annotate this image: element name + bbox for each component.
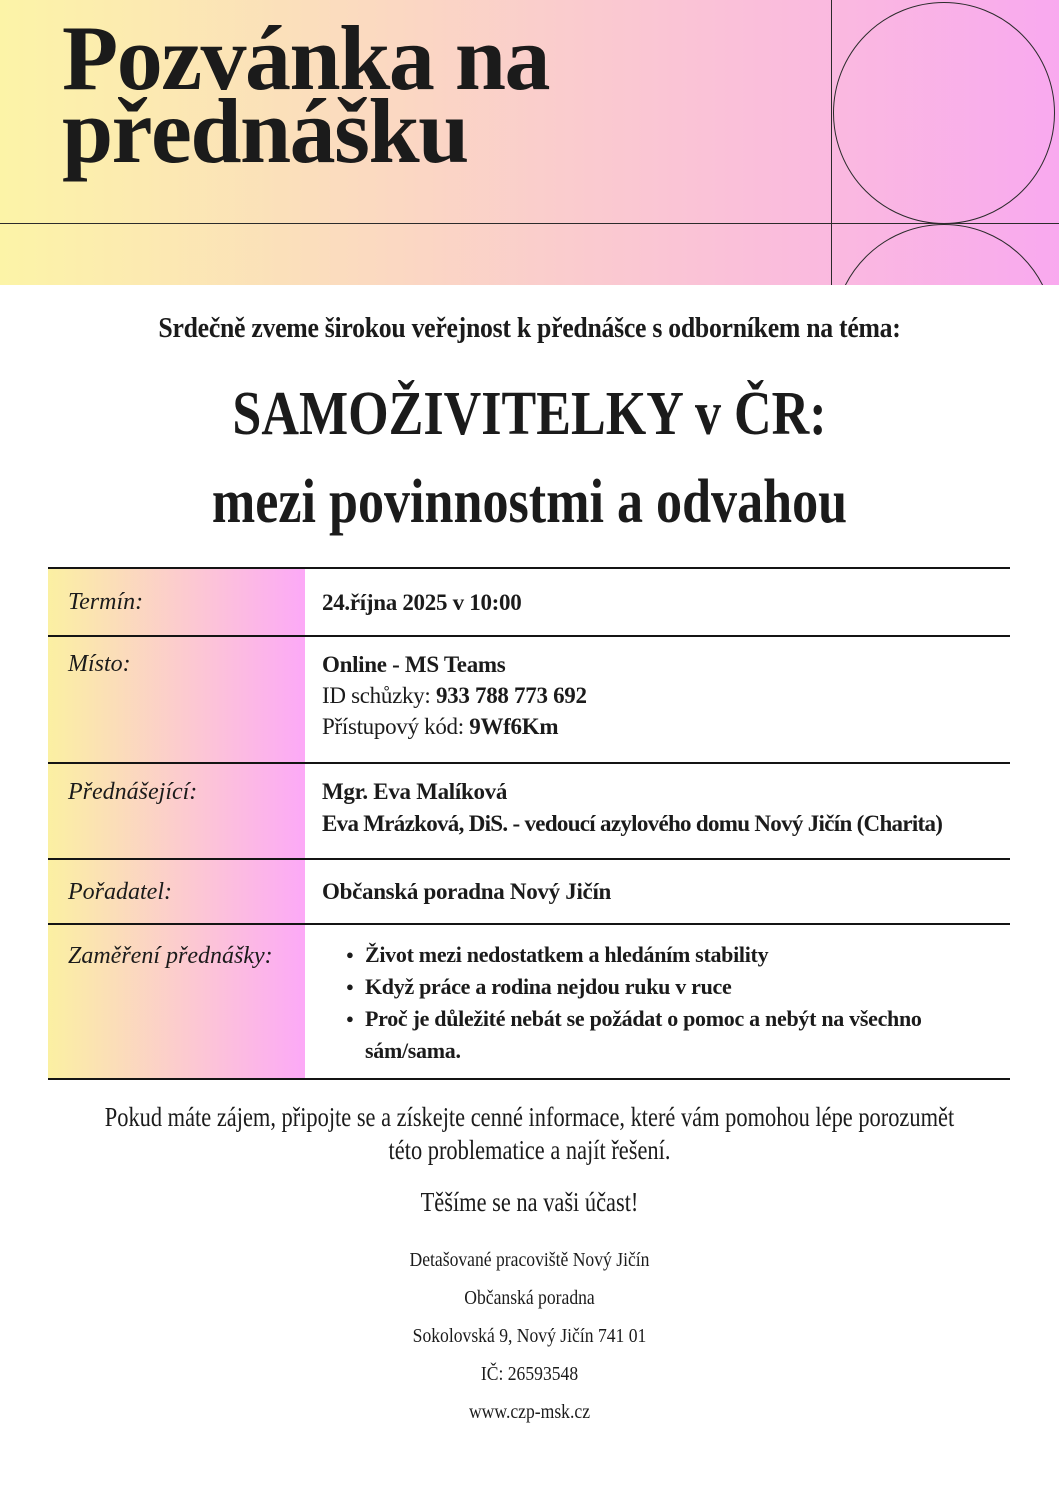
footer-workplace: Detašované pracoviště Nový Jičín bbox=[409, 1249, 650, 1271]
row-label-cell bbox=[48, 569, 305, 635]
closing-paragraph bbox=[90, 1101, 969, 1167]
row-label: Zaměření přednášky: bbox=[68, 943, 273, 969]
footer-company-id: IČ: 26593548 bbox=[480, 1363, 579, 1385]
table-row-place bbox=[48, 635, 1010, 762]
row-label: Místo: bbox=[68, 651, 131, 677]
decor-circle-bottom bbox=[833, 224, 1055, 285]
lecture-title-line2: mezi povinnostmi a odvahou bbox=[211, 468, 848, 536]
table-row-topics bbox=[48, 923, 1010, 1078]
speaker-1: Mgr. Eva Malíková bbox=[322, 779, 508, 804]
row-label-cell bbox=[48, 925, 305, 1078]
decor-circle-top bbox=[833, 2, 1055, 224]
invitation-lead: Srdečně zveme širokou veřejnost k přednášce s odborníkem na téma: bbox=[158, 313, 901, 344]
date-value: 24.října 2025 v 10:00 bbox=[322, 589, 522, 615]
poster-title-line2: přednášku bbox=[62, 80, 468, 182]
poster-title bbox=[62, 7, 550, 182]
decor-vertical-line bbox=[831, 0, 832, 285]
row-value-cell bbox=[305, 860, 1010, 923]
meeting-id-value: 933 788 773 692 bbox=[435, 683, 587, 708]
place-line: Online - MS Teams bbox=[322, 652, 506, 677]
footer-address: Sokolovská 9, Nový Jičín 741 01 bbox=[412, 1325, 647, 1347]
row-value-cell bbox=[305, 569, 1010, 635]
row-value-cell bbox=[305, 637, 1010, 762]
header-banner bbox=[0, 0, 1059, 285]
row-label-cell bbox=[48, 764, 305, 858]
details-table bbox=[48, 567, 1010, 1080]
organizer-value: Občanská poradna Nový Jičín bbox=[322, 879, 612, 904]
topic-item: ● Život mezi nedostatkem a hledáním stability bbox=[346, 939, 996, 971]
footer-website: www.czp-msk.cz bbox=[468, 1401, 591, 1423]
row-label-cell bbox=[48, 860, 305, 923]
table-row-date bbox=[48, 567, 1010, 635]
row-label-cell bbox=[48, 637, 305, 762]
row-label: Pořadatel: bbox=[68, 878, 172, 905]
row-value-cell bbox=[305, 925, 1010, 1078]
poster-title-line1: Pozvánka na bbox=[62, 7, 550, 109]
table-row-speakers bbox=[48, 762, 1010, 858]
topic-item: ● Když práce a rodina nejdou ruku v ruce bbox=[346, 971, 996, 1003]
row-value-cell bbox=[305, 764, 1010, 858]
row-label: Přednášející: bbox=[68, 779, 198, 805]
table-row-organizer bbox=[48, 858, 1010, 923]
closing-line2: této problematice a najít řešení. bbox=[388, 1135, 671, 1165]
meeting-id-line: ID schůzky: 933 788 773 692 bbox=[322, 683, 587, 708]
access-code-value: 9Wf6Km bbox=[469, 714, 559, 739]
footer-organization: Občanská poradna bbox=[464, 1287, 595, 1309]
closing-line1: Pokud máte zájem, připojte se a získejte cenné informace, které vám pomohou lépe porozumět bbox=[104, 1102, 955, 1132]
decor-horizontal-line bbox=[0, 223, 1059, 224]
lecture-title-line1: SAMOŽIVITELKY v ČR: bbox=[232, 380, 827, 448]
access-code-line: Přístupový kód: 9Wf6Km bbox=[322, 714, 559, 739]
footer-contact bbox=[0, 1248, 1059, 1438]
speaker-2: Eva Mrázková, DiS. - vedoucí azylového domu Nový Jičín (Charita) bbox=[322, 811, 943, 836]
row-label: Termín: bbox=[68, 589, 144, 615]
topic-item: ● Proč je důležité nebát se požádat o pomoc a nebýt na všechno sám/sama. bbox=[346, 1003, 996, 1067]
topics-list bbox=[322, 925, 1010, 1067]
thanks-line: Těšíme se na vaši účast! bbox=[420, 1187, 639, 1217]
